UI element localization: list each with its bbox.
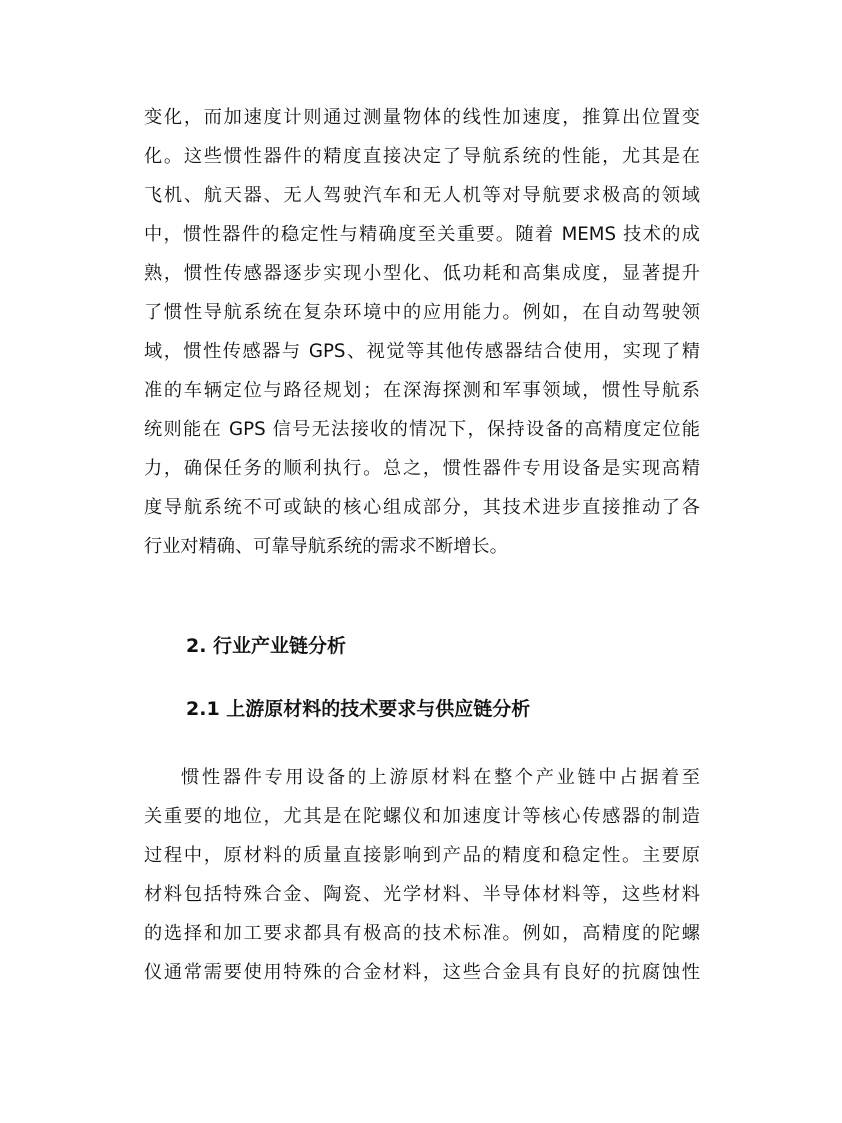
paragraph-line: 飞机、航天器、无人驾驶汽车和无人机等对导航要求极高的领域 — [144, 185, 700, 206]
paragraph-line: 准的车辆定位与路径规划；在深海探测和军事领域，惯性导航系 — [144, 380, 700, 401]
paragraph-line: 度导航系统不可或缺的核心组成部分，其技术进步直接推动了各 — [144, 497, 700, 518]
paragraph-line: 化。这些惯性器件的精度直接决定了导航系统的性能，尤其是在 — [144, 146, 700, 167]
paragraph-line: 统则能在 GPS 信号无法接收的情况下，保持设备的高精度定位能 — [144, 419, 700, 440]
paragraph-line: 中，惯性器件的稳定性与精确度至关重要。随着 MEMS 技术的成 — [144, 224, 700, 245]
paragraph-upstream-materials — [144, 758, 700, 992]
paragraph-line: 过程中，原材料的质量直接影响到产品的精度和稳定性。主要原 — [144, 845, 700, 866]
paragraph-line: 惯性器件专用设备的上游原材料在整个产业链中占据着至 — [181, 767, 700, 788]
paragraph-line: 仪通常需要使用特殊的合金材料，这些合金具有良好的抗腐蚀性 — [144, 962, 700, 983]
subsection-heading: 2.1 上游原材料的技术要求与供应链分析 — [186, 698, 531, 720]
paragraph-line: 熟，惯性传感器逐步实现小型化、低功耗和高集成度，显著提升 — [144, 263, 700, 284]
paragraph-line: 域，惯性传感器与 GPS、视觉等其他传感器结合使用，实现了精 — [144, 341, 700, 362]
paragraph-line: 的选择和加工要求都具有极高的技术标准。例如，高精度的陀螺 — [144, 923, 700, 944]
paragraph-line: 力，确保任务的顺利执行。总之，惯性器件专用设备是实现高精 — [144, 458, 700, 479]
paragraph-line: 了惯性导航系统在复杂环境中的应用能力。例如，在自动驾驶领 — [144, 302, 700, 323]
paragraph-line: 行业对精确、可靠导航系统的需求不断增长。 — [144, 536, 508, 557]
paragraph-line: 关重要的地位，尤其是在陀螺仪和加速度计等核心传感器的制造 — [144, 806, 700, 827]
paragraph-line: 变化，而加速度计则通过测量物体的线性加速度，推算出位置变 — [144, 107, 700, 128]
section-heading: 2. 行业产业链分析 — [186, 635, 347, 657]
paragraph-inertial-devices — [144, 98, 700, 566]
paragraph-line: 材料包括特殊合金、陶瓷、光学材料、半导体材料等，这些材料 — [144, 884, 700, 905]
